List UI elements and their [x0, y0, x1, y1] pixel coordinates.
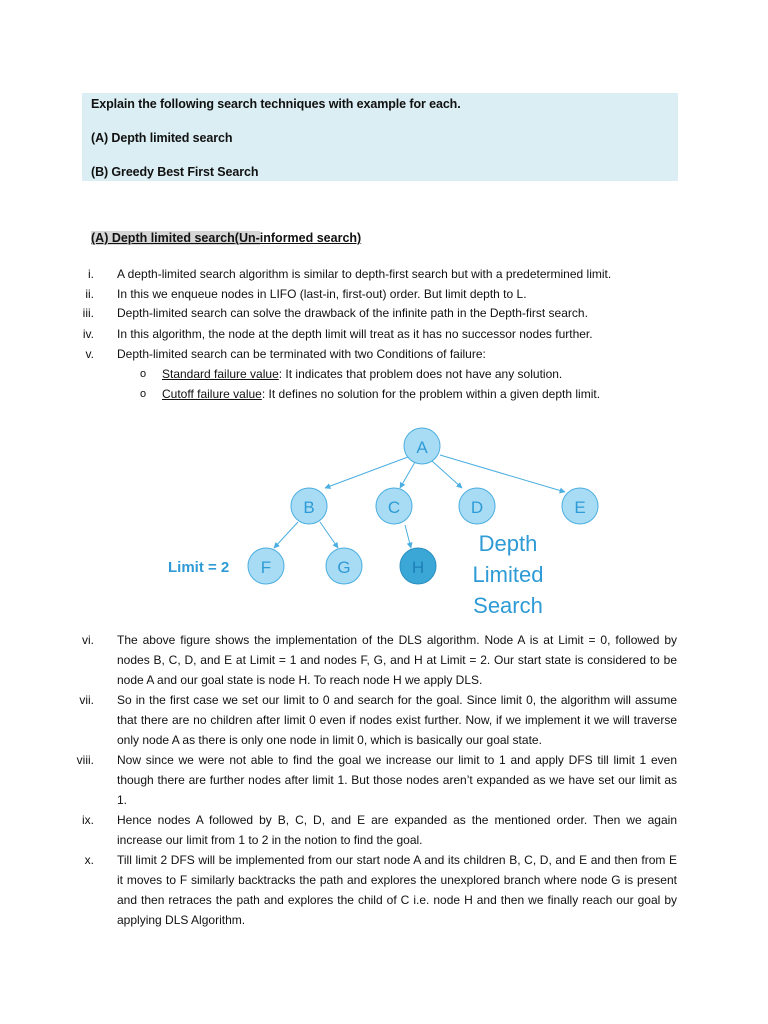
list-text: In this we enqueue nodes in LIFO (last-in, first-out) order. But limit depth to L. — [117, 287, 527, 301]
list-number: vii. — [79, 693, 94, 707]
node-h-goal — [400, 548, 436, 584]
limit-label: Limit = 2 — [168, 559, 230, 576]
sub-rest: : It indicates that problem does not have any solution. — [278, 367, 563, 381]
list-text: A depth-limited search algorithm is similar to depth-first search but with a predetermined limit. — [117, 267, 612, 281]
edge-b-f — [274, 522, 298, 548]
list-text: In this algorithm, the node at the depth limit will treat as it has no successor nodes further. — [117, 327, 593, 341]
sub-term: Standard failure value — [162, 367, 279, 381]
node-h-label: H — [411, 558, 425, 577]
heading-part-3: informed search) — [259, 231, 362, 245]
edge-b-g — [320, 522, 338, 548]
node-f — [248, 548, 284, 584]
list-number: ix. — [82, 813, 94, 827]
figure-title-line-3: Search — [473, 593, 543, 618]
edge-a-b — [325, 457, 408, 488]
list-number: iii. — [82, 306, 94, 320]
list-text: Depth-limited search can be terminated with two Conditions of failure: — [117, 347, 486, 361]
heading-part-1: (A) Depth limited search — [91, 231, 235, 245]
list-text: Now since we were not able to find the goal we increase our limit to 1 and apply DFS till limit 1 even though there are further nodes after limit 1. But those nodes aren’t expanded as we have set our limit as 1. — [117, 753, 677, 807]
list-number: i. — [88, 267, 94, 281]
node-b-label: B — [303, 498, 315, 517]
node-c — [376, 488, 412, 524]
node-e — [562, 488, 598, 524]
sub-rest: : It defines no solution for the problem within a given depth limit. — [261, 387, 601, 401]
list-number: vi. — [82, 633, 94, 647]
list-number: ii. — [85, 287, 94, 301]
list-text: Depth-limited search can solve the drawback of the infinite path in the Depth-first search. — [117, 306, 588, 320]
sub-bullet: o — [140, 368, 147, 380]
list-number: x. — [84, 853, 94, 867]
node-c-label: C — [387, 498, 401, 517]
figure-title-line-2: Limited — [472, 562, 544, 587]
edge-a-d — [432, 461, 462, 488]
node-f-label: F — [260, 558, 272, 577]
list-text: The above figure shows the implementation of the DLS algorithm. Node A is at Limit = 0, followed by nodes B, C, D, and E at Limit = 1 and nodes F, G, and H at Limit = 2. Our start state is considered to be node A and our goal state is node H. To reach node H we apply DLS. — [117, 633, 677, 687]
sub-bullet: o — [140, 388, 147, 400]
list-number: iv. — [82, 327, 94, 341]
sub-term: Cutoff failure value — [162, 387, 262, 401]
node-g-label: G — [337, 558, 351, 577]
node-a — [404, 428, 440, 464]
list-text: Till limit 2 DFS will be implemented from our start node A and its children B, C, D, and E and then from E it moves to F similarly backtracks the path and explores the unexplored branch where node G is present and then retraces the path and explores the child of C i.e. node H and then we finally reach our goal by applying DLS Algorithm. — [117, 853, 677, 927]
node-a-label: A — [416, 438, 428, 457]
question-line-3: (B) Greedy Best First Search — [91, 165, 259, 179]
list-text: So in the first case we set our limit to 0 and search for the goal. Since limit 0, the algorithm will assume that there are no children after limit 0 even if nodes exist further. Now, if we implement it we will traverse only node A as there is only one node in limit 0, which is basically our goal state. — [117, 693, 677, 747]
heading-part-2: (Un- — [234, 231, 260, 245]
node-e-label: E — [574, 498, 586, 517]
edge-c-h — [405, 525, 411, 548]
node-d-label: D — [470, 498, 484, 517]
node-g — [326, 548, 362, 584]
list-number: viii. — [76, 753, 94, 767]
list-number: v. — [85, 347, 94, 361]
edge-a-e — [440, 455, 565, 492]
node-d — [459, 488, 495, 524]
node-b — [291, 488, 327, 524]
question-line-1: Explain the following search techniques with example for each. — [91, 97, 461, 111]
list-text: Hence nodes A followed by B, C, D, and E are expanded as the mentioned order. Then we again increase our limit from 1 to 2 in the notion to find the goal. — [117, 813, 677, 847]
edge-a-c — [400, 462, 415, 488]
question-line-2: (A) Depth limited search — [91, 131, 233, 145]
figure-title-line-1: Depth — [478, 531, 538, 556]
